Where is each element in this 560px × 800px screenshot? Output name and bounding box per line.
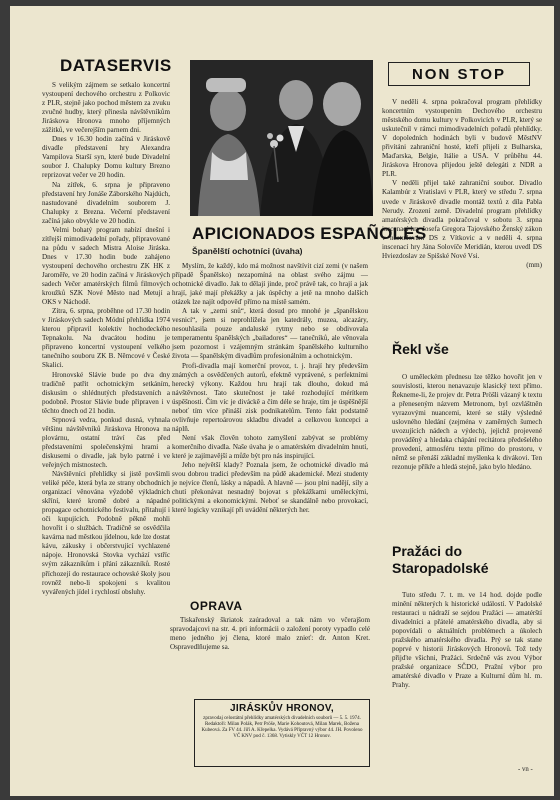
theatre-photo — [190, 60, 373, 216]
espanoles-column — [172, 262, 368, 515]
photo-illustration — [190, 60, 373, 216]
imprint-box — [194, 699, 370, 767]
imprint-title: JIRÁSKŮV HRONOV, — [230, 703, 334, 714]
oprava-column — [170, 616, 370, 652]
dataservis-paragraph: Dnes v 16.30 hodin začíná v Jiráskově divadle představení hry Alexandra Vampilova Starší syn, které bude Divadelní soubor J. Chalupky Domu kultury Brezno reprizovat večer ve 20 hodin. — [42, 135, 170, 180]
dataservis-paragraph: Velmi bohatý program nabízí dnešní i zítřejší mimodivadelní pořady, připravované na půdu v sadech Mistra Aloise Jiráska. Dnes v 17.30 hodin bude zahájeno vystoupení dechového orchestru ZK HK z Jaroměře, ve 20 hodin začíná v Jiráskových sadech Večer amatérských filmů filmových kroužků SZK Nové Město nad Metují a OKS v Náchodě. — [42, 225, 170, 307]
nonstop-column — [382, 98, 542, 270]
espanoles-paragraph: Není však člověn tohoto zamyšlení zabývat se problémy komerčního divadla. Naše úvaha je o amatérském divadelním hnutí, které je zajímavější a může být pro nás inspirující. — [172, 433, 368, 460]
nonstop-title: NON STOP — [411, 65, 507, 83]
espanoles-paragraph: Profi-divadla mají komerční provoz, t. j. hrají hry především známých a osvědčených autorů, efektně vyprávené, s perfektními herecký výkony. Každou hru hrají tak dlouho, dokud má návštěvnost. Tato skutečnost je také rozhodující mérítkem úspěšnosti. Čím víc je diváckě a čím déle se hraje, tím je úspěšnější neboť tím více přináší zisk podnikatelům. Tento fakt podstatně ovlivňuje repertoárovou skladbu divadel a celkovou koncepci a náplň. — [172, 361, 368, 433]
prazaci-signature: - vn - — [518, 766, 533, 773]
espanoles-paragraph: Jeho největší klady? Poznala jsem, že ochotnické divadlo má svou dobrou tradici především na půdě akademické. Mezi studenty je nejvíce členů, lásky a nápadů. A hlavně — jsou plni nadějí, síly a chutí překonávat nesnadný bojovat s překážkami uměleckými, politickými a ekonomickými. Neboť se skandálně nebo provokací, které logicky vznikají při uvádění některých her. — [172, 461, 368, 515]
espanoles-subtitle: Španělští ochotníci (úvaha) — [192, 246, 303, 256]
imprint-text: zpravodaj celostátní přehlídky amatérských divadelních souborů — 5. 5. 1974. Redaktoři: Milan Polák, Petr Pröše, Marie Kohoutová, Milan Marek, Božena Kubeová. Za FV 44. Jiří A. Křepelka. Vydává Přípravný výbor 44. JH. Povoleno VČ KNV pod č. 1368. Vytiskly VČT 12 Hronov. — [201, 716, 363, 739]
rekl-text: O uměleckém přednesu lze těžko hovořit jen v souvislosti, kterou nenavazuje klasický text přímo. Řekneme-li, že projev dr. Petra Pröšli vázaný k textu a přeneseným názvem Metronom, byl ozvláštněn vyrazovými nuancemi, které se stály výsledné uslovného hledání (zejména v zaměrných šumech uvozujících nádech a výdech), jejichž projevené prováděný a hledaka chápání recitátora předešelého provedení, atmosféru textu přímo do prostoru, v němž se přenáší základní myšlenka k divákovi. Ten rezonuje příkře a hledá stejně, jako bylo hledáno. — [392, 373, 542, 472]
espanoles-paragraph: A tak v „zemi snů“, která dosud pro mnohé je „španělskou vesnicí“, jsem si neprohlížela jen katedrály, muzea, alcazáry, nesouhlasila pouze andaluské rytmy nebo se obdivovala temperamentu španělských „bailadores“ — tanečníků, ale věnovala jsem pozornost i vzájemným stránkám španělského kulturního života — španělským divadlům profesionálním a ochotnickým. — [172, 307, 368, 361]
dataservis-paragraph: S velikým zájmem se setkalo koncertní vystoupení dechového orchestru z Polkovic z PLR, stejně jako pochod městem za zvuku zvučné hudby, který přinesla návštěvníkům Jiráskova Hronova mnoho příjemných zážitků, ve večerejším parnem dni. — [42, 81, 170, 135]
dataservis-paragraph: Zítra, 6. srpna, proběhne od 17.30 hodin v Jiráskových sadech Módní přehlídka 1974 kterou připravil kolektiv hochodeckého Tepnakolu. Na dvacátou hodinu je připraveno koncertní vystoupení velkého tanečního souboru ZK B. Němcové v České Skalici. — [42, 307, 170, 370]
nonstop-signature: (mm) — [526, 260, 542, 269]
espanoles-paragraph: Myslím, že každý, kdo má možnost navštívit cizí zemi (v našem případě Španělsko) nezapomíná na oblast svého zájmu — ochotnické divadlo. Jak to dělají jinde, proč právě tak, co hrají a jak hrají, jaké mají překážky a jak úspěchy a jetě na mnoho dalších otázek lze najít odpověď přímo na místě samém. — [172, 262, 368, 307]
nonstop-paragraph: V neděli přijel také zahraniční soubor. Divadlo Kalambúr z Vratislavi v PLR, který ve středu 7. srpna uvede v Jiráskově divadle montáž textů z díla Pabla Nerudy. Zrození země. Divadelní program přehlídky amatérských divadla pokračoval v sobotu 3. srpna inscenací hry Josefa Gregora Tajovského Ženský zákon v nastudování DS z Vítkovic a v neděli 4. srpna inscenací hry Jána Solovíče Meridián, kterou uvedl DS Hviezdoslav ze Spišské Nové Vsi. — [382, 179, 542, 260]
prazaci-title: Pražáci do Staropadolské — [392, 543, 489, 576]
oprava-title: OPRAVA — [190, 599, 243, 613]
prazaci-text: Tuto středu 7. t. m. ve 14 hod. dojde podle minění některých k historické událostí. V Padolské restauraci u nádraží se sejdou Pražáci — amatérští divadelníci a přátelé amatérského divadla, aby si popovídali o aktuálních problémech a úkolech pražského amatérského divadla. Prý se tak stane poprvé v historii Jiráskových Hronovů. Tož tedy přijďte všichni, Pražáci. Srdečně vás zvou Výbor pražské organizace SČDO, Pražní výbor pro amatérské divadlo v Praze a Kulturní dům hl. m. Prahy. — [392, 591, 542, 690]
nonstop-paragraph: V neděli 4. srpna pokračoval program přehlídky koncertním vystoupením Dechového orchestru městského domu kultury v Polkovicích v PLR, který se uskutečnil v rámci mimodivadelních pořadů přehlídky. V dopoledních hodinách byli v budově MěstNV přivítáni zahraniční hosté, kteří přijeli z Bulharska, Maďarska, Belgie, Itálie a USA. V průběhu 44. Jiráskova Hronova přijedou ještě delegáti z NDR a PLR. — [382, 98, 542, 179]
dataservis-title: DATASERVIS — [60, 56, 172, 75]
dataservis-column — [42, 81, 170, 597]
rekl-title: Řekl vše — [392, 341, 449, 357]
dataservis-paragraph: Na zítřek, 6. srpna je připraveno představení hry Jonáše Záborského Najdúch, nastudované divadelním souborem J. Chalupky z Brezna. Večerní představení začíná jako obvykle ve 20 hodin. — [42, 180, 170, 225]
oprava-text: Tiskařenský škriatok zaúradoval a tak nám vo včerajšom spravodajcovi na str. 4. pri informácii o založení poroty vypadlo celé meno jedného jej člena, ktoré malo znieť: dr. Anton Kret. Ospravedlňujeme sa. — [170, 616, 370, 652]
rekl-column — [392, 373, 542, 473]
nonstop-title-box — [388, 62, 530, 86]
newspaper-page — [10, 6, 554, 796]
dataservis-paragraph: Srpnová vedra, ponkud dusná, vyhnala většinu návštěvníků Jiráskova Hronova na plovárnu, ostatní tráví čas před představeními společenskými hrami a diskusemi o divadle, jak bylo patrné i ve veřejných místnostech. — [42, 415, 170, 469]
dataservis-paragraph: Hronovské Slávie bude po dva dny tradičně patřit ochotnickým setkáním, diskusím o shlédnutých představeních a podobně. Prostor Slávie bude připraven i v těchto dnech od 21 hodin. — [42, 370, 170, 415]
espanoles-title: APICIONADOS ESPAÑOLES — [192, 224, 427, 243]
dataservis-paragraph: Návštěvníci přehlídky si jistě povšimli veliké péče, která byla ze strany obchodních organizací věnována výzdobě výkladních skříní, které kromě dobré a nápadné propagace ochotnického festivalu, přitahují i oči kupujících. Podobně pěkně mohli hovořit i o službách. Tradičně se osvědčila kavárna nad městkou jídelnou, kde lze dostat kávu, zákusky i občerstvující vychlazené nápoje. Hronovská Stovka vychází vstříc svým zákazníkům i přání zákazníků. Rosté příchozejí do restaurace ochovské školy jsou rovněž nebo-li spokojeni s kvalitou vyvářených jídel i rychlostí obsluhy. — [42, 470, 170, 596]
prazaci-column — [392, 591, 542, 691]
